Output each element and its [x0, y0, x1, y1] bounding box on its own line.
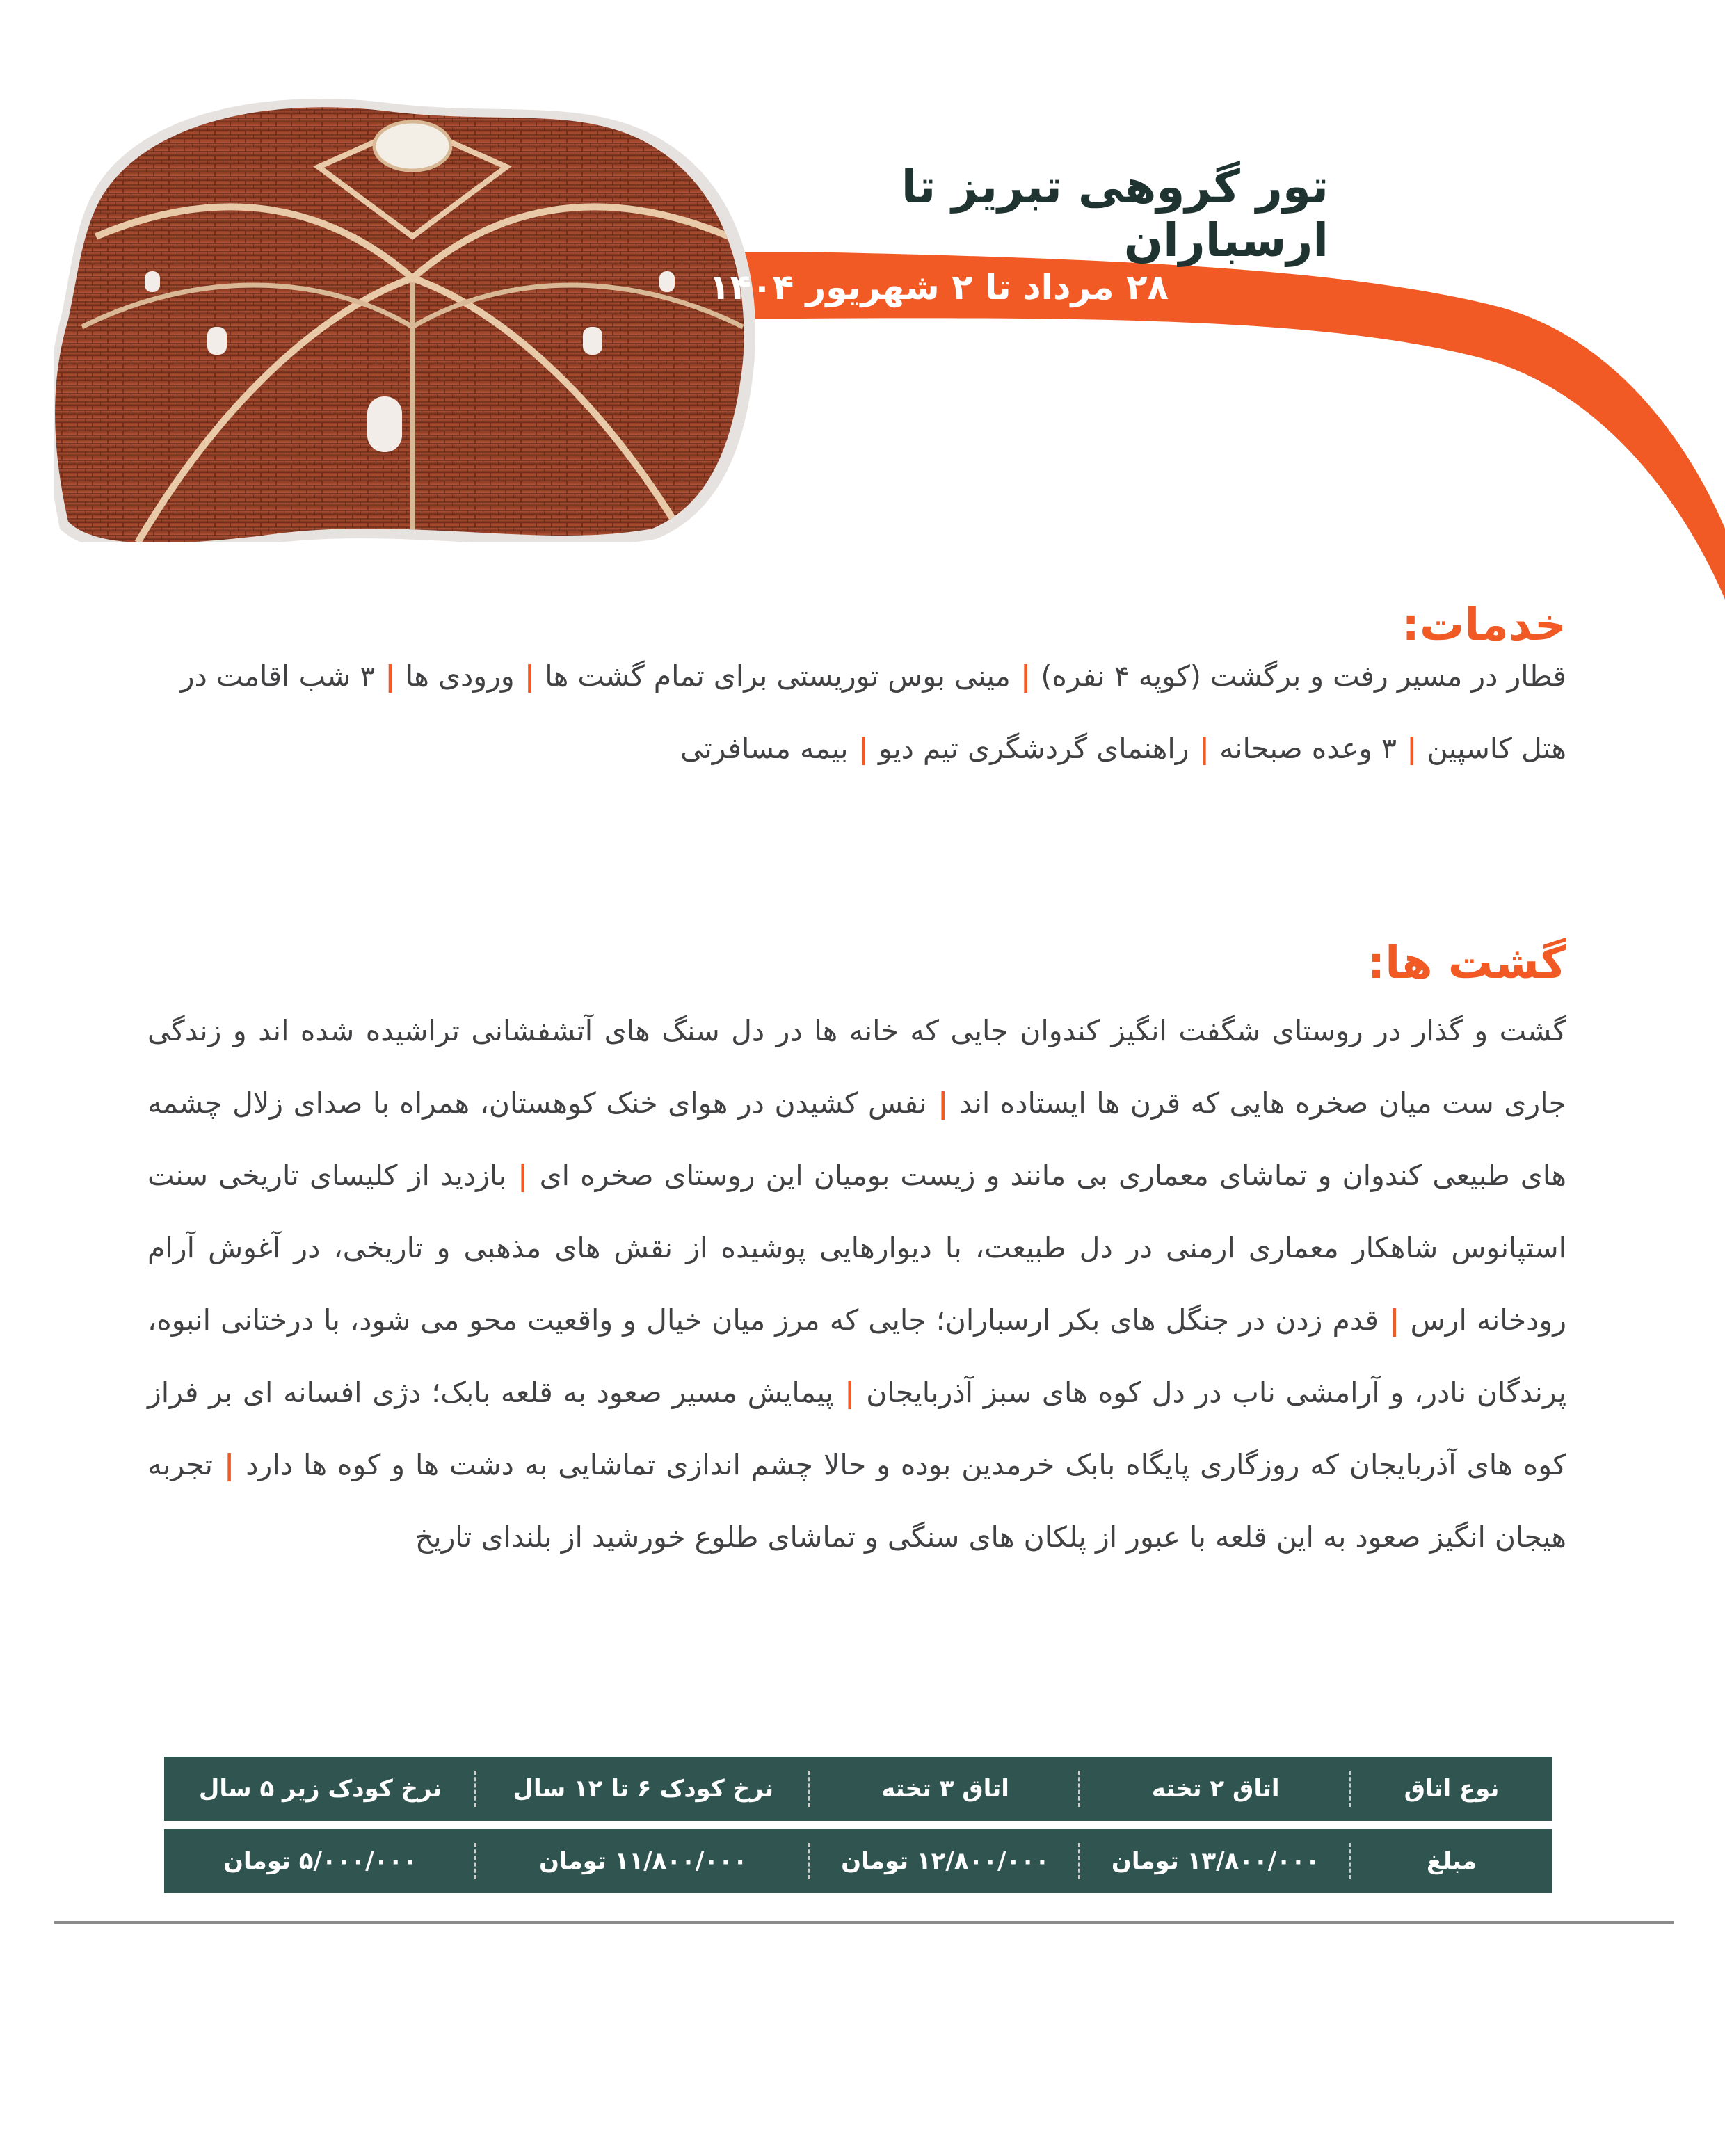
- list-item: ۳ وعده صبحانه: [1219, 732, 1397, 765]
- room-type-label: نوع اتاق: [1351, 1757, 1552, 1821]
- dome-ceiling-photo: [54, 97, 771, 542]
- list-item: بیمه مسافرتی: [680, 732, 849, 765]
- child-under-5-price: ۵/۰۰۰/۰۰۰ تومان: [164, 1829, 476, 1893]
- item-separator: |: [848, 732, 879, 765]
- triple-room-header: اتاق ۳ تخته: [810, 1757, 1081, 1821]
- list-item: گشت و گذار در روستای شگفت انگیز کندوان جایی که خانه ها در دل سنگ های آتشفشانی تراشیده شده اند و زندگی جاری ست میان صخره هایی که قرن ها ایستاده اند: [147, 1014, 1566, 1120]
- item-separator: |: [514, 659, 545, 693]
- item-separator: |: [1378, 1303, 1411, 1337]
- price-table-price-row: [164, 1829, 1552, 1893]
- triple-room-price: ۱۲/۸۰۰/۰۰۰ تومان: [810, 1829, 1081, 1893]
- list-item: ورودی ها: [405, 659, 515, 693]
- tour-dates: ۲۸ مرداد تا ۲ شهریور ۱۴۰۴: [709, 267, 1169, 307]
- tour-title: تور گروهی تبریز تا ارسباران: [901, 160, 1329, 267]
- price-table-header-row: [164, 1757, 1552, 1821]
- amount-label: مبلغ: [1351, 1829, 1552, 1893]
- item-separator: |: [1010, 659, 1041, 693]
- list-item: ۳ شب اقامت در هتل کاسپین: [180, 659, 1566, 765]
- list-item: قطار در مسیر رفت و برگشت (کوپه ۴ نفره): [1041, 659, 1566, 693]
- item-separator: |: [1189, 732, 1220, 765]
- item-separator: |: [1397, 732, 1427, 765]
- services-heading: خدمات:: [1402, 600, 1566, 651]
- item-separator: |: [506, 1159, 540, 1192]
- item-separator: |: [926, 1086, 959, 1120]
- list-item: راهنمای گردشگری تیم دیو: [878, 732, 1189, 765]
- item-separator: |: [212, 1448, 246, 1481]
- bottom-divider: [54, 1921, 1674, 1924]
- list-item: پیمایش مسیر صعود به قلعه بابک؛ دژی افسانه ای بر فراز کوه های آذربایجان که روزگاری پایگاه بابک خرمدین بوده و حالا چشم اندازی تماشایی به دشت ها و کوه ها دارد: [147, 1376, 1566, 1481]
- double-room-header: اتاق ۲ تخته: [1080, 1757, 1351, 1821]
- double-room-price: ۱۳/۸۰۰/۰۰۰ تومان: [1080, 1829, 1351, 1893]
- child-6-12-header: نرخ کودک ۶ تا ۱۲ سال: [476, 1757, 810, 1821]
- tours-heading: گشت ها:: [1367, 938, 1566, 989]
- child-6-12-price: ۱۱/۸۰۰/۰۰۰ تومان: [476, 1829, 810, 1893]
- list-item: تجربه هیجان انگیز صعود به این قلعه با عبور از پلکان های سنگی و تماشای طلوع خورشید از بلندای تاریخ: [147, 1448, 1566, 1554]
- item-separator: |: [375, 659, 406, 693]
- tours-list: [147, 995, 1566, 1573]
- price-table: [164, 1748, 1552, 1901]
- list-item: نفس کشیدن در هوای خنک کوهستان، همراه با صدای زلال چشمه های طبیعی کندوان و تماشای معماری بی مانند و زیست بومیان این روستای صخره ای: [147, 1086, 1567, 1192]
- child-under-5-header: نرخ کودک زیر ۵ سال: [164, 1757, 476, 1821]
- item-separator: |: [833, 1376, 867, 1409]
- list-item: بازدید از کلیسای تاریخی سنت استپانوس شاهکار معماری ارمنی در دل طبیعت، با دیوارهایی پوشیده از نقش های مذهبی و تاریخی، در آغوش آرام رودخانه ارس: [147, 1159, 1566, 1337]
- list-item: قدم زدن در جنگل های بکر ارسباران؛ جایی که مرز میان خیال و واقعیت محو می شود، با درختانی انبوه، پرندگان نادر، و آرامشی ناب در دل کوه های سبز آذربایجان: [147, 1303, 1566, 1409]
- services-list: [147, 640, 1566, 785]
- list-item: مینی بوس توریستی برای تمام گشت ها: [545, 659, 1011, 693]
